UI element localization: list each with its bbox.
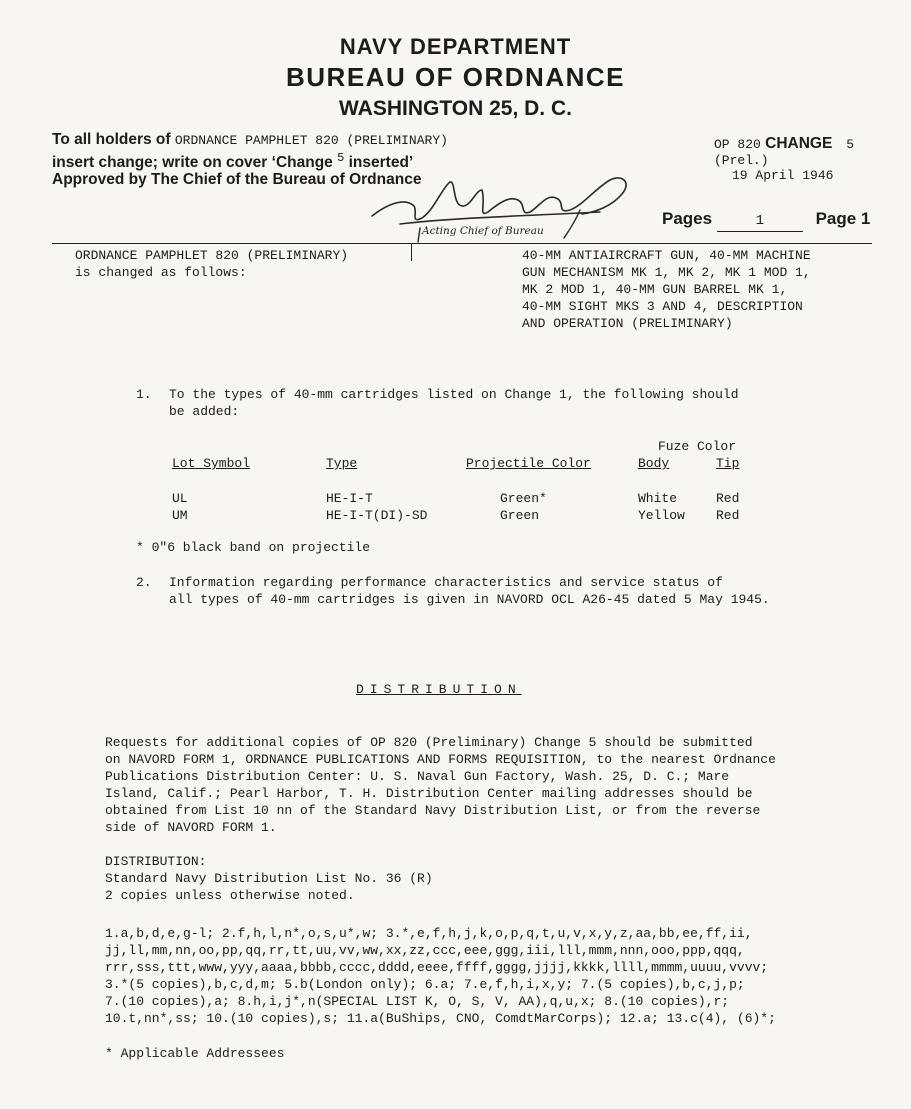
changed-line-2: is changed as follows: (75, 265, 247, 280)
col-lot-symbol: Lot Symbol (172, 456, 251, 471)
item-1-line-2: be added: (169, 404, 240, 419)
item-2-line-1: Information regarding performance characteristics and service status of (169, 575, 723, 590)
lots-footnote: * 0"6 black band on projectile (136, 540, 371, 555)
pages-count: 1 (717, 212, 803, 232)
distribution-code-line: 10.t,nn*,ss; 10.(10 copies),s; 11.a(BuShips, CNO, ComdtMarCorps); 12.a; 13.c(4), (6)*; (105, 1011, 776, 1026)
distribution-title: DISTRIBUTION (356, 682, 522, 697)
item-2-line-2: all types of 40-mm cartridges is given in NAVORD OCL A26-45 dated 5 May 1945. (169, 592, 770, 607)
distribution-list: Standard Navy Distribution List No. 36 (R) (105, 871, 433, 886)
subject-line: 40-MM SIGHT MKS 3 AND 4, DESCRIPTION (522, 299, 803, 314)
distribution-code-line: 7.(10 copies),a; 8.h,i,j*,n(SPECIAL LIST K, O, S, V, AA),q,u,x; 8.(10 copies),r; (105, 994, 730, 1009)
op-change-line: OP 820 CHANGE 5 (714, 135, 855, 152)
distribution-code-line: jj,ll,mm,nn,oo,pp,qq,rr,tt,uu,vv,ww,xx,zz,ccc,eee,ggg,iii,lll,mmm,nnn,ooo,ppp,qqq, (105, 943, 745, 958)
header-rule (52, 243, 872, 244)
notice-line-3: Approved by The Chief of the Bureau of Ordnance (52, 171, 422, 188)
header-rule-tick (411, 243, 412, 261)
notice-line-1: To all holders of ORDNANCE PAMPHLET 820 (PRELIMINARY) (52, 131, 448, 148)
subject-line: GUN MECHANISM MK 1, MK 2, MK 1 MOD 1, (522, 265, 811, 280)
table-row: UL HE-I-T Green* White Red (172, 491, 740, 506)
changed-line-1: ORDNANCE PAMPHLET 820 (PRELIMINARY) (75, 248, 349, 263)
signature-title: Acting Chief of Bureau (422, 225, 544, 237)
item-2-number: 2. (136, 575, 152, 590)
distribution-code-line: 1.a,b,d,e,g-l; 2.f,h,l,n*,o,s,u*,w; 3.*,e,f,h,j,k,o,p,q,t,u,v,x,y,z,aa,bb,ee,ff,ii, (105, 926, 753, 941)
col-tip: Tip (716, 456, 740, 471)
request-line: side of NAVORD FORM 1. (105, 820, 277, 835)
copies-note: 2 copies unless otherwise noted. (105, 888, 355, 903)
col-projectile-color: Projectile Color (466, 456, 591, 471)
notice-change-number: 5 (337, 151, 345, 165)
request-line: obtained from List 10 nn of the Standard Navy Distribution List, or from the reverse (105, 803, 761, 818)
distribution-heading: DISTRIBUTION: (105, 854, 207, 869)
request-line: Island, Calif.; Pearl Harbor, T. H. Distribution Center mailing addresses should be (105, 786, 753, 801)
subject-line: AND OPERATION (PRELIMINARY) (522, 316, 733, 331)
subject-line: 40-MM ANTIAIRCRAFT GUN, 40-MM MACHINE (522, 248, 811, 263)
op-change-number: 5 (846, 137, 855, 152)
notice-line-2: insert change; write on cover ‘Change $^5$ inserted’ (52, 151, 414, 172)
op-date: 19 April 1946 (732, 168, 834, 183)
distribution-code-line: 3.*(5 copies),b,c,d,m; 5.b(London only); 6.a; 7.e,f,h,i,x,y; 7.(5 copies),b,c,j,p; (105, 977, 745, 992)
item-1-number: 1. (136, 387, 152, 402)
location-heading: WASHINGTON 25, D. C. (339, 97, 572, 120)
request-line: Publications Distribution Center: U. S. Naval Gun Factory, Wash. 25, D. C.; Mare (105, 769, 730, 784)
col-body: Body (638, 456, 670, 471)
item-1-line-1: To the types of 40-mm cartridges listed on Change 1, the following should (169, 387, 739, 402)
subject-line: MK 2 MOD 1, 40-MM GUN BARREL MK 1, (522, 282, 788, 297)
addressees-footnote: * Applicable Addressees (105, 1046, 285, 1061)
col-type: Type (326, 456, 358, 471)
notice-pamphlet: ORDNANCE PAMPHLET 820 (PRELIMINARY) (174, 133, 448, 148)
pages-row: Pages 1 Page 1 (662, 209, 870, 232)
bureau-heading: BUREAU OF ORDNANCE (286, 62, 625, 92)
distribution-code-line: rrr,sss,ttt,www,yyy,aaaa,bbbb,cccc,dddd,eeee,ffff,gggg,jjjj,kkkk,llll,mmmm,uuuu,vvvv; (105, 960, 769, 975)
department-heading: NAVY DEPARTMENT (339, 34, 572, 59)
request-line: on NAVORD FORM 1, ORDNANCE PUBLICATIONS AND FORMS REQUISITION, to the nearest Ordnance (105, 752, 776, 767)
request-line: Requests for additional copies of OP 820 (Preliminary) Change 5 should be submitted (105, 735, 753, 750)
table-row: UM HE-I-T(DI)-SD Green Yellow Red (172, 508, 740, 523)
op-prel: (Prel.) (714, 153, 769, 168)
lots-table (172, 438, 756, 524)
fuze-color-header: Fuze Color (657, 439, 736, 454)
